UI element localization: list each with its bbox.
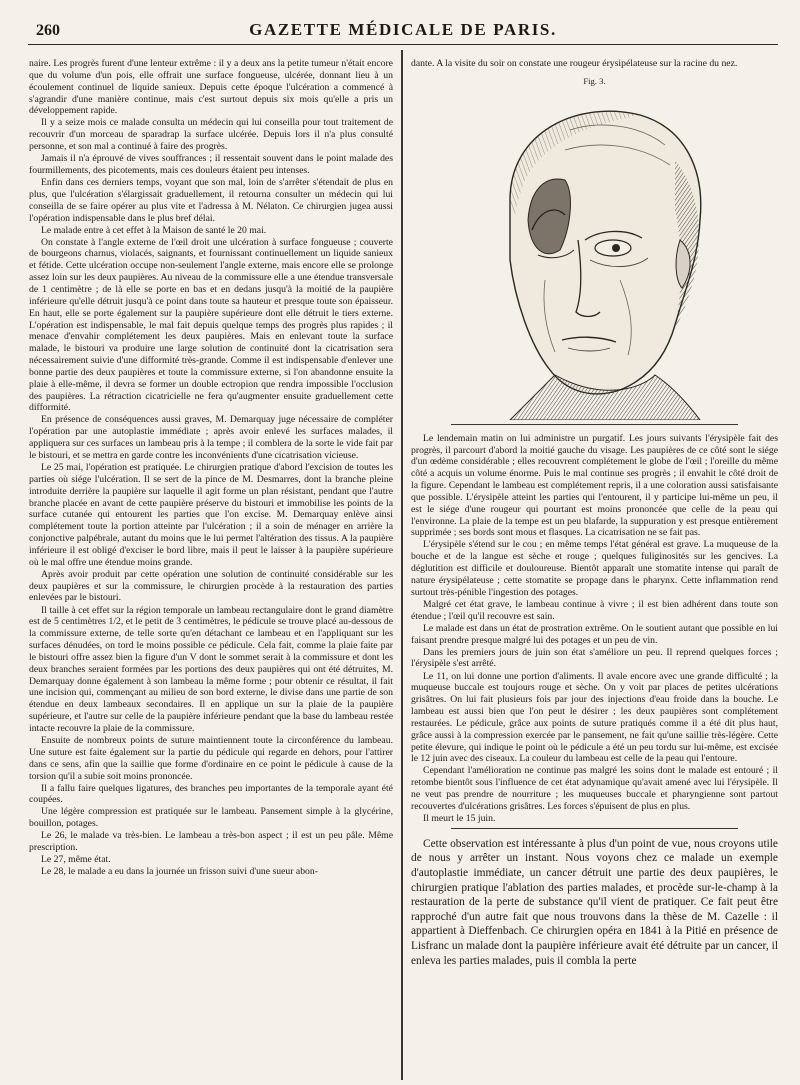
paragraph: Dans les premiers jours de juin son état s'améliore un peu. Il reprend quelques forces ; l'érysipèle s'est arrêté.: [411, 646, 778, 670]
left-column: [29, 58, 393, 1078]
paragraph: Il meurt le 15 juin.: [423, 813, 496, 824]
figure-rule: [451, 424, 738, 425]
column-divider: [401, 50, 403, 1080]
paragraph: Il y a seize mois ce malade consulta un médecin qui lui conseilla pour tout traitement de recouvrir d'un morceau de sparadrap la surface ulcérée. Depuis lors il n'a plus consulté personne, et son mal a continué à faire des progrès.: [29, 117, 393, 153]
paragraph: Jamais il n'a éprouvé de vives souffrances ; il ressentait souvent dans le point malade des fourmillements, des picotements, mais ces douleurs étaient peu intenses.: [29, 153, 393, 176]
paragraph: Après avoir produit par cette opération une solution de continuité considérable sur les deux paupières et sur la commissure, le chirurgien procède à la restauration des parties enlevées par le bistouri.: [29, 568, 393, 604]
running-head: GAZETTE MÉDICALE DE PARIS.: [249, 20, 557, 39]
paragraph: Il taille à cet effet sur la région temporale un lambeau rectangulaire dont le grand diamètre est de 5 centimètres 1/2, et le petit de 3 centimètres, le pédicule se trouve placé au-dessous de la commissure externe, de telle sorte qu'en détachant ce lambeau et en l'appliquant sur les surfaces dénudées, on tord le moins possible ce pédicule. Cela fait, comme la plaie faite par le bistouri offre assez bien la figure d'un V dont le sommet serait à la commissure et dont les deux branches seraient formées par les portions des deux paupières qui ont été détruites, M. Demarquay donne également à son lambeau la même forme ; pour obtenir ce résultat, il fait une incision qui, commençant au milieu de son bord externe, le divise dans une partie de son étendue en deux lambeaux secondaires. Il en applique un sur la plaie de la paupière supérieure, et l'autre sur celle de la paupière inférieure pendant que la base du lambeau restée intacte recouvre la plaie de la commissure.: [29, 604, 393, 734]
paragraph: Ensuite de nombreux points de suture maintiennent toute la circonférence du lambeau. Une suture est faite également sur la partie du pédicule qui regarde en dehors, pour l'attirer dans ce sens, afin que la saillie que forme d'ordinaire en ce point le pédicule à cause de la torsion qu'il a subie soit moins prononcée.: [29, 734, 393, 782]
paragraph: Le 28, le malade a eu dans la journée un frisson suivi d'une sueur abon-: [41, 866, 318, 878]
paragraph: Le 11, on lui donne une portion d'aliments. Il avale encore avec une grande difficulté ; la muqueuse buccale est toujours rouge et sèche. On y voit par places de petites ulcérations grisâtres. On lui fait plusieurs fois par jour des injections d'eau froide dans la bouche. Le lambeau est aussi bien que l'on peut le désirer ; les deux paupières sont complétement restaurées. Le pédicule, grâce aux points de suture pratiqués comme il a été dit plus haut, grâce aussi à la compression exercée par le pansement, ne fait qu'une saillie très-légère. Cette petite élevure, qui indique le point où le pédicule a été un peu tordu sur lui-même, est excisée le 12 juin avec des ciseaux. La couleur du lambeau est celle de la peau qui l'entoure.: [411, 670, 778, 765]
paragraph: naire. Les progrès furent d'une lenteur extrême : il y a deux ans la petite tumeur n'était encore que du volume d'un pois, elle offrait une surface fongueuse, ulcérée, donnant lieu à un écoulement continuel de liquide sanieux. Depuis cette époque l'ulcération a commencé à s'agrandir d'une manière continue, mais c'est surtout depuis six mois qu'elle a pris un développement rapide.: [29, 58, 393, 117]
paragraph: En présence de conséquences aussi graves, M. Demarquay juge nécessaire de compléter l'opération par une autoplastie immédiate ; après avoir enlevé les surfaces malades, il appliquera sur ces surfaces un lambeau pris à la tempe ; il comblera de la sorte le vide fait par le bistouri, et se mettra en garde contre les inconvénients d'une cicatrisation vicieuse.: [29, 414, 393, 461]
section-rule: [451, 828, 738, 829]
paragraph: On constate à l'angle externe de l'œil droit une ulcération à surface fongueuse ; couverte de bourgeons charnus, violacés, saignants, et fournissant continuellement un liquide sanieux et fétide. Cette ulcération occupe non-seulement l'angle externe, mais encore elle se prolonge assez loin sur les deux paupières. Au niveau de la commissure elle a une étendue transversale de 1 centimètre ; de là elle se porte en bas et en dedans jusqu'à la moitié de la paupière inférieure qu'elle détruit jusqu'à ce point dans toute sa hauteur et presque toute son épaisseur. En haut, elle se porte également sur la paupière supérieure dont elle détruit le tiers externe. L'opération est indispensable, le mal fait depuis quelque temps des progrès plus rapides ; il menace d'envahir complétement les deux paupières. Mais en enlevant toute la surface malade, le bistouri va produire une large solution de continuité dont la cicatrisation sera nécessairement suivie d'une difformité très-grande. Comme il est indispensable d'enlever une bonne partie des deux paupières et toute la commissure externe, si l'on abandonne ensuite la plaie à elle-même, il devra se former un double ectropion que rendra impossible l'occlusion des paupières. La rétraction cicatricielle ne fera qu'augmenter ensuite graduellement cette difformité.: [29, 236, 393, 414]
paragraph: Le malade entre à cet effet à la Maison de santé le 20 mai.: [41, 224, 267, 236]
page-number: 260: [36, 22, 60, 39]
paragraph: Enfin dans ces derniers temps, voyant que son mal, loin de s'arrêter s'étendait de plus en plus, que l'ulcération s'élargissait graduellement, il retourna consulter un médecin qui lui conseilla de se faire opérer au plus vite et l'adressa à M. Nélaton. Ce chirurgien jugea aussi l'opération indispensable dans le plus bref délai.: [29, 177, 393, 224]
paragraph: Cette observation est intéressante à plus d'un point de vue, nous croyons utile de nous y arrêter un instant. Nous voyons chez ce malade un exemple d'autoplastie immédiate, un cancer détruit une partie des deux paupières, le chirurgien pratique l'ablation des parties malades, et procède sur-le-champ à la restauration de la perte de substance qu'il vient de pratiquer. Ce fait peut être rapproché d'un autre fait que nous trouvons dans la thèse de M. Cazelle : il appartient à Dieffenbach. Ce chirurgien opéra en 1841 à la Pitié en présence de Lisfranc un malade dont la paupière inférieure avait été détruite par un cancer, il enleva les parties malades, puis il combla la perte: [411, 837, 778, 967]
commentary: [411, 837, 778, 968]
paragraph: Le lendemain matin on lui administre un purgatif. Les jours suivants l'érysipèle fait des progrès, il parcourt d'abord la moitié gauche du visage. Les paupières de ce côté sont le siége d'un œdème considérable ; elles recouvrent complétement le globe de l'œil ; l'oreille du même côté a acquis un volume énorme. Puis le mal continue ses progrès ; il envahit le côté droit de la figure. Cependant le lambeau est complétement repris, il a une coloration aussi satisfaisante que possible. L'érysipèle atteint les parties qui l'entourent, il y participe lui-même un peu, il est le siége d'une rougeur qui pourtant est moins prononcée que celle de la peau qui l'environne. La plaie de la tempe est un peu blafarde, la suppuration y est presque entièrement supprimée ; ses bords sont mous et flasques. La cicatrisation ne se fait pas.: [411, 432, 778, 539]
paragraph: L'érysipèle s'étend sur le cou ; en même temps l'état général est grave. La muqueuse de la bouche et de la langue est sèche et rouge ; quelques fuliginosités sur les gencives. La déglutition est difficile et douloureuse. Bientôt apparaît une stomatite intense qui paraît de nature érysipélateuse ; cette stomatite se propage dans le pharynx. Cette inflammation rend surtout très-pénible l'ingestion des potages.: [411, 539, 778, 598]
paragraph: Malgré cet état grave, le lambeau continue à vivre ; il est bien adhérent dans toute son étendue ; l'œil qu'il recouvre est sain.: [411, 598, 778, 622]
page-header: [28, 18, 778, 45]
right-column: [411, 58, 778, 1078]
paragraph: Le 25 mai, l'opération est pratiquée. Le chirurgien pratique d'abord l'excision de toutes les parties où siége l'ulcération. Il se sert de la pince de M. Desmarres, dont la branche pleine introduite derrière la paupière sur laquelle il agit forme un plan résistant, pendant que l'autre branche placée en avant de cette paupière préserve du bistouri et immobilise les points de la surface cutanée qui entourent les parties que l'on excise. M. Demarquay enlève ainsi complétement toute la portion atteinte par l'ulcération ; il a soin de ménager en arrière la conjonctive palpébrale, autant du moins que le lui permet l'altération des tissus. A la paupière inférieure il est obligé d'exciser le bord libre, mais il peut le laisser à la paupière supérieure où le mal offre une étendue moins grande.: [29, 462, 393, 568]
paragraph: Cependant l'amélioration ne continue pas malgré les soins dont le malade est entouré ; il retombe bientôt sous l'influence de cet état adynamique qu'avait amené avec lui l'érysipèle. Il ne veut pas prendre de nourriture ; les muqueuses buccale et pharyngienne sont partout recouvertes d'ulcérations grisâtres. Les forces s'épuisent de plus en plus.: [411, 765, 778, 812]
paragraph: dante. A la visite du soir on constate une rougeur érysipélateuse sur la racine du nez.: [411, 58, 738, 69]
paragraph: Le 26, le malade va très-bien. Le lambeau a très-bon aspect ; il est un peu pâle. Même prescription.: [29, 830, 393, 854]
portrait-engraving: [470, 90, 720, 420]
paragraph: Le 27, même état.: [41, 854, 111, 866]
paragraph: Le malade est dans un état de prostration extrême. On le soutient autant que possible en lui faisant prendre presque malgré lui des potages et un peu de vin.: [411, 622, 778, 646]
paragraph: Une légère compression est pratiquée sur le lambeau. Pansement simple à la glycérine, bouillon, potages.: [29, 806, 393, 830]
paragraph: Il a fallu faire quelques ligatures, des branches peu importantes de la temporale ayant été coupées.: [29, 782, 393, 806]
figure-caption: Fig. 3.: [583, 75, 606, 86]
